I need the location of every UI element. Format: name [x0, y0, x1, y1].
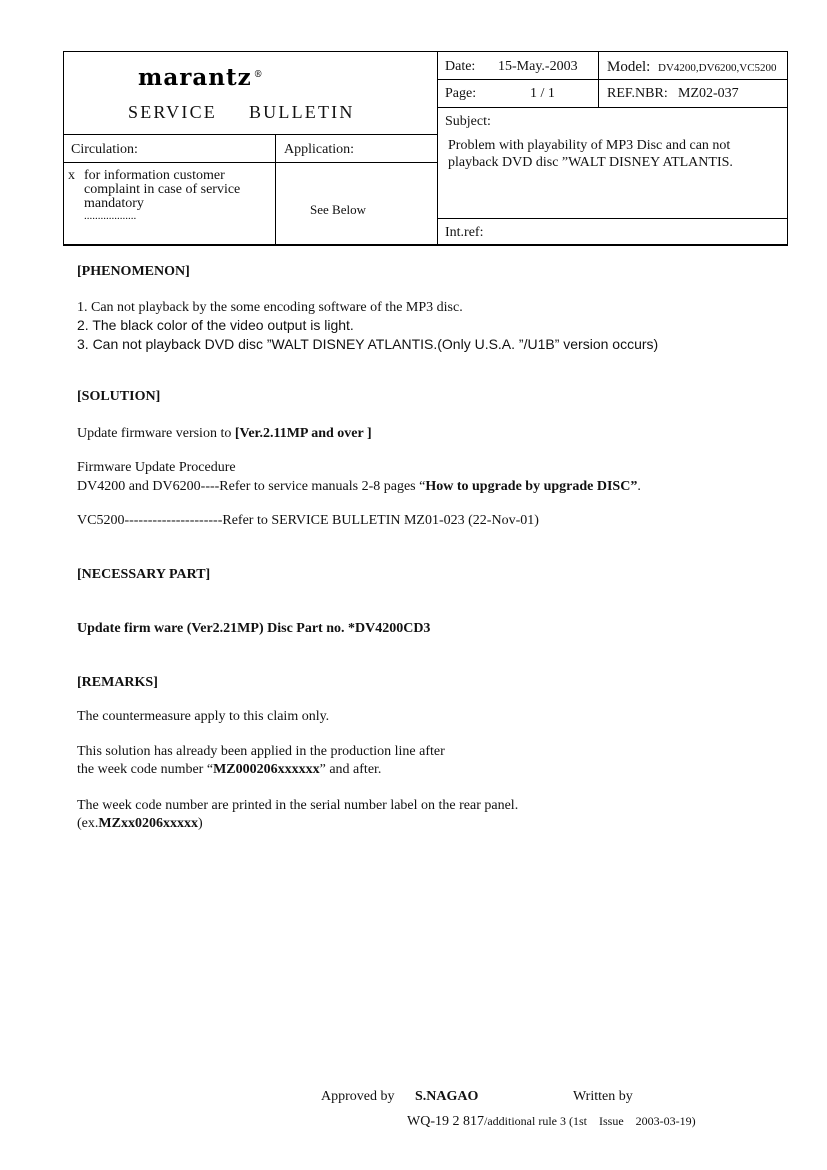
header-divider-row2: [437, 107, 788, 108]
circulation-label: Circulation:: [71, 142, 138, 157]
ref-label: REF.NBR:: [607, 86, 668, 101]
approved-label: Approved by: [321, 1089, 395, 1104]
solution-heading: [SOLUTION]: [77, 389, 161, 404]
solution-update-line: Update firmware version to [Ver.2.11MP and over ]: [77, 426, 372, 441]
circulation-line-2: complaint in case of service: [84, 182, 241, 197]
header-divider-left: [63, 134, 437, 135]
necessary-part-line: Update firm ware (Ver2.21MP) Disc Part no. *DV4200CD3: [77, 621, 431, 636]
circulation-mark: x: [68, 168, 75, 183]
remarks-line-2: This solution has already been applied in the production line after: [77, 744, 445, 759]
page-label: Page:: [445, 86, 477, 101]
remarks-line-1: The countermeasure apply to this claim only.: [77, 709, 330, 724]
phenomenon-heading: [PHENOMENON]: [77, 264, 190, 279]
intref-label: Int.ref:: [445, 225, 484, 240]
ref-value: MZ02-037: [678, 86, 739, 101]
solution-dv-line: DV4200 and DV6200----Refer to service manuals 2-8 pages “How to upgrade by upgrade DISC”.: [77, 479, 641, 494]
circulation-line-1: for information customer: [84, 168, 225, 183]
model-label: Model:: [607, 59, 651, 75]
subject-line-2: playback DVD disc ”WALT DISNEY ATLANTIS.: [448, 155, 733, 170]
header-divider-intref: [437, 218, 788, 219]
header-divider-main: [437, 51, 438, 246]
phenomenon-item-3: 3. Can not playback DVD disc ”WALT DISNEY ATLANTIS.(Only U.S.A. ”/U1B” version occurs): [77, 336, 659, 352]
application-value: See Below: [310, 202, 366, 217]
remarks-heading: [REMARKS]: [77, 675, 158, 690]
phenomenon-item-2: 2. The black color of the video output is light.: [77, 317, 354, 333]
subject-line-1: Problem with playability of MP3 Disc and can not: [448, 138, 731, 153]
written-label: Written by: [573, 1089, 633, 1104]
page-value: 1 / 1: [530, 86, 555, 101]
header-divider-circ: [63, 162, 437, 163]
remarks-line-4: The week code number are printed in the serial number label on the rear panel.: [77, 798, 519, 813]
approved-name: S.NAGAO: [415, 1089, 479, 1104]
date-label: Date:: [445, 59, 476, 74]
remarks-line-3: the week code number “MZ000206xxxxxx” and after.: [77, 762, 382, 777]
solution-vc-line: VC5200---------------------Refer to SERVICE BULLETIN MZ01-023 (22-Nov-01): [77, 513, 539, 528]
header-divider-row1: [437, 79, 788, 80]
application-label: Application:: [284, 142, 354, 157]
solution-procedure-title: Firmware Update Procedure: [77, 460, 236, 475]
model-value: DV4200,DV6200,VC5200: [658, 62, 777, 74]
phenomenon-item-1: 1. Can not playback by the some encoding software of the MP3 disc.: [77, 300, 463, 315]
remarks-line-5: (ex.MZxx0206xxxxx): [77, 816, 203, 831]
form-code: WQ-19 2 817/additional rule 3 (1st Issue 2003-03-19): [407, 1114, 696, 1129]
service-bulletin-title: SERVICE BULLETIN: [128, 102, 355, 122]
necessary-part-heading: [NECESSARY PART]: [77, 567, 211, 582]
circulation-line-4: ...................: [84, 210, 137, 222]
header-divider-circ-app: [275, 134, 276, 245]
date-value: 15-May.-2003: [498, 59, 578, 74]
circulation-line-3: mandatory: [84, 196, 144, 211]
subject-label: Subject:: [445, 114, 491, 129]
marantz-logo: marantz ®: [138, 64, 264, 91]
